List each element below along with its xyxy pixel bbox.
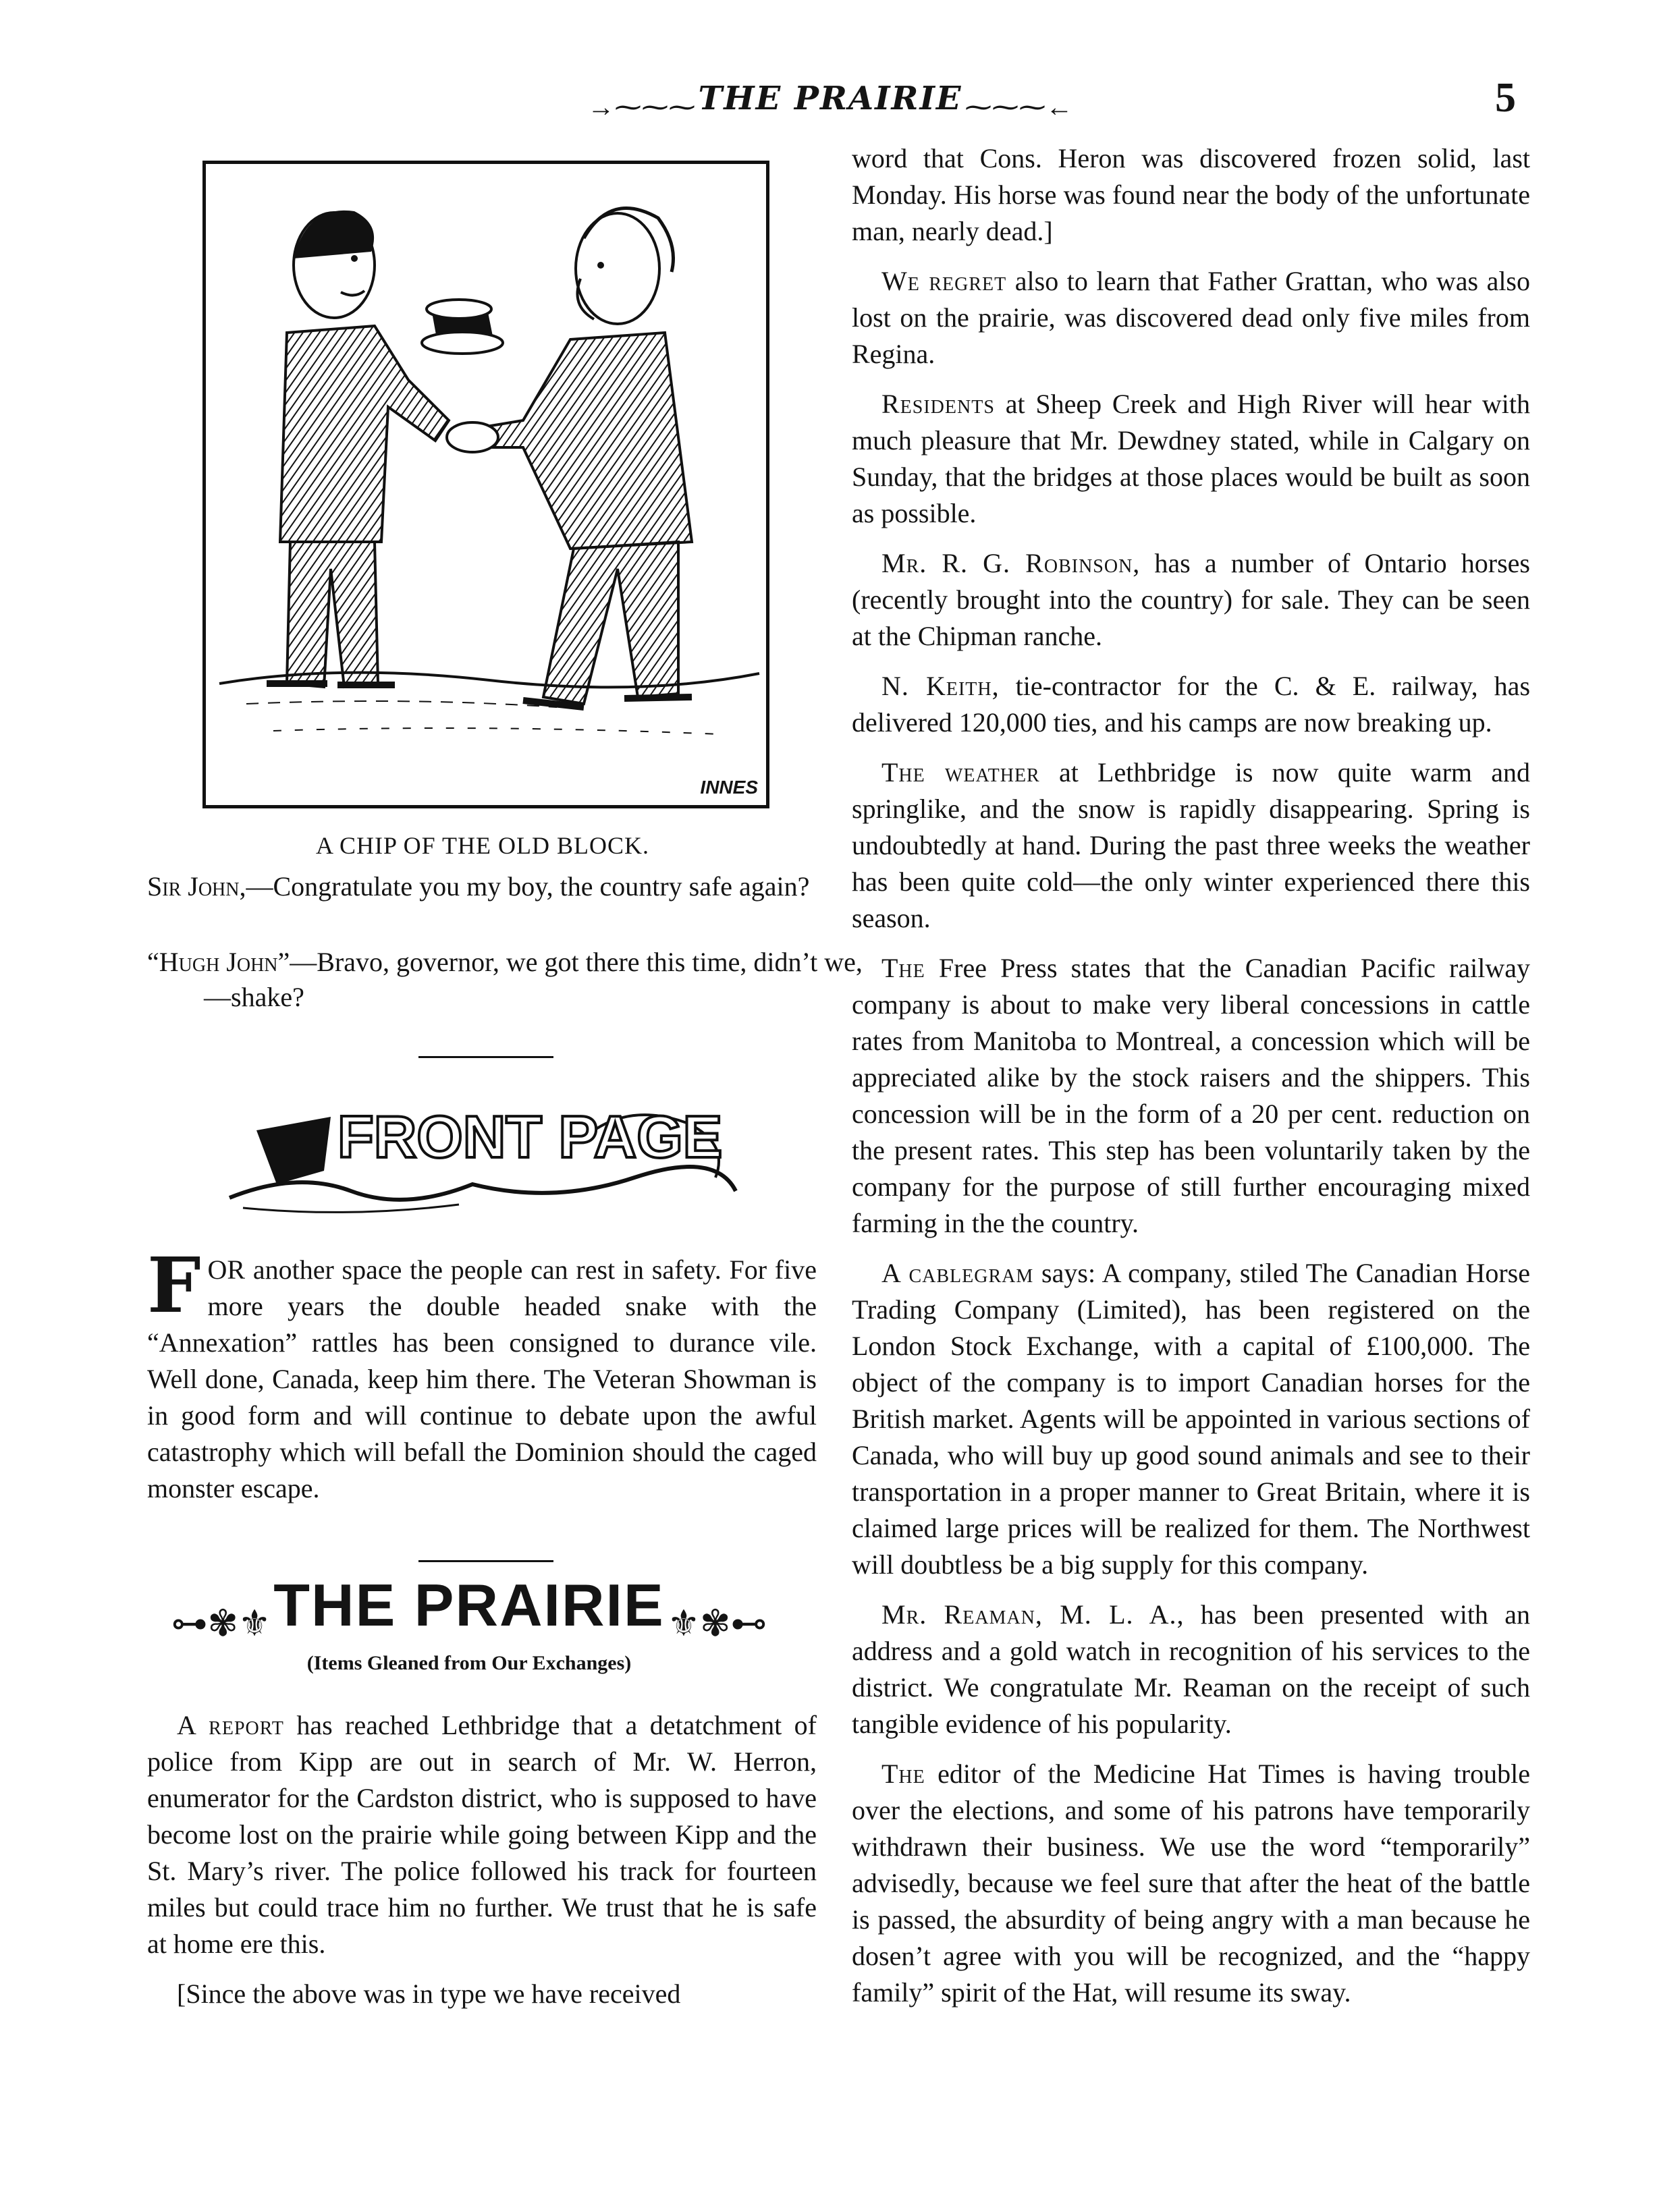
prairie-subtitle: (Items Gleaned from Our Exchanges) — [306, 1652, 632, 1674]
item-text: also to learn that Father Grattan, who was also lost on the prairie, was discovered dead only five miles from Regina. — [852, 266, 1531, 369]
item-lead: A report — [177, 1710, 284, 1740]
item-text: Free Press states that the Canadian Pacific railway company is about to make very liberal concessions in cattle rates from Manitoba to Montreal, a concession which will be appreciated alike by the stock raisers and the shippers. This concession will be in the form of a 20 per cent. reduction on the present rates. This step has been voluntarily taken by the company for the purpose of still further encouraging mixed farming in the the country. — [852, 953, 1530, 1238]
news-item — [852, 386, 1530, 532]
running-head — [526, 80, 1134, 127]
left-column-items — [147, 1707, 817, 2026]
news-item — [852, 950, 1530, 1242]
artist-signature: INNES — [700, 777, 758, 798]
section-divider-2 — [418, 1560, 553, 1562]
news-item — [852, 263, 1530, 372]
item-text: editor of the Medicine Hat Times is having trouble over the elections, and some of his patrons have temporarily withdrawn their business. We use the word “temporarily” advisedly, because we feel sure that after the heat of the battle is passed, the absurdity of being angry with a man because he dosen’t agree with you will be recognized, and the “happy family” spirit of the Hat, will resume its sway. — [852, 1759, 1530, 2008]
dialogue-line-1 — [147, 869, 873, 904]
prairie-heading-title: THE PRAIRIE — [273, 1572, 665, 1638]
cartoon-caption-title: A CHIP OF THE OLD BLOCK. — [315, 832, 650, 859]
news-item — [147, 1707, 817, 1962]
front-page-logo — [216, 1090, 742, 1225]
news-item — [852, 754, 1530, 937]
drop-cap: F — [147, 1242, 201, 1330]
news-item — [147, 1976, 817, 2012]
item-lead: Mr. Reaman, M. L. A., — [881, 1599, 1185, 1630]
prairie-section-heading — [148, 1571, 790, 1645]
item-text: has been presented with an address and a gold watch in recognition of his services to the district. We congratulate Mr. Reaman on the receipt of such tangible evidence of his popularity. — [852, 1599, 1530, 1739]
news-item — [852, 1756, 1530, 2011]
item-text: has reached Lethbridge that a detatchment of police from Kipp are out in search of Mr. W. Herron, enumerator for the Cardston district, who is supposed to have become lost on the prairie while going between Kipp and the St. Mary’s river. The police followed his track for fourteen miles but could trace him no further. We trust that he is safe at home ere this. — [147, 1710, 817, 1959]
item-lead: A cablegram — [881, 1258, 1034, 1288]
item-lead: We regret — [881, 266, 1007, 296]
speaker-sir-john: Sir John, — [147, 871, 246, 902]
speaker-hugh-john: “Hugh John” — [147, 947, 290, 977]
flourish-right-icon: ⁓⁓⁓← — [965, 91, 1073, 122]
running-head-title: THE PRAIRIE — [698, 80, 962, 117]
dialogue-text-1: —Congratulate you my boy, the country safe again? — [246, 871, 810, 902]
item-lead: The — [881, 953, 925, 983]
front-page-article — [147, 1242, 817, 1520]
section-divider — [418, 1056, 553, 1058]
item-text: at Sheep Creek and High River will hear with much pleasure that Mr. Dewdney stated, while in Calgary on Sunday, that the bridges at those places would be built as soon as possible. — [852, 389, 1530, 528]
cartoon-illustration — [202, 161, 769, 808]
item-text: says: A company, stiled The Canadian Horse Trading Company (Limited), has been registered on the London Stock Exchange, with a capital of £100,000. The object of the company is to import Canadian horses for the British market. Agents will be appointed in various sections of Canada, who will buy up good sound animals and see to their transportation in a proper manner to Great Britain, where it is claimed large prices will be realized for them. The Northwest will doubtless be a big supply for this company. — [852, 1258, 1530, 1580]
dialogue-line-2 — [147, 945, 873, 1015]
right-column-items — [852, 140, 1530, 2024]
news-item — [852, 1597, 1530, 1742]
item-lead: The — [881, 1759, 925, 1789]
item-text: has a number of Ontario horses (recently brought into the country) for sale. They can be seen at the Chipman ranche. — [852, 548, 1530, 651]
news-item — [852, 1255, 1530, 1583]
news-item — [852, 140, 1530, 250]
ornament-left-icon: ⊶✾⚜ — [171, 1603, 271, 1644]
page-number: 5 — [1495, 75, 1516, 121]
dialogue-text-2: —Bravo, governor, we got there this time, didn’t we,—shake? — [204, 947, 863, 1012]
item-text: [Since the above was in type we have received — [177, 1979, 681, 2009]
item-text: at Lethbridge is now quite warm and springlike, and the snow is rapidly disappearing. Spring is undoubtedly at hand. During the past three weeks the weather has been quite cold—the only winter experienced there this season. — [852, 757, 1530, 933]
flourish-left-icon: →⁓⁓⁓ — [587, 91, 696, 122]
item-lead: N. Keith, — [881, 671, 1000, 701]
item-lead: Mr. R. G. Robinson, — [881, 548, 1141, 578]
front-page-ornament-icon — [216, 1090, 742, 1225]
item-text: word that Cons. Heron was discovered frozen solid, last Monday. His horse was found near the body of the unfortunate man, nearly dead.] — [852, 143, 1530, 246]
news-item — [852, 668, 1530, 741]
item-lead: The weather — [881, 757, 1040, 787]
front-page-logo-text: FRONT PAGE — [337, 1103, 723, 1170]
front-page-body-text: OR another space the people can rest in safety. For five more years the double headed snake with the “Annexation” rattles has been consigned to durance vile. Well done, Canada, keep him there. The Veteran Showman is in good form and will continue to debate upon the awful catastrophy which will befall the Dominion should the caged monster escape. — [147, 1254, 817, 1503]
news-item — [852, 545, 1530, 655]
item-lead: Residents — [881, 389, 995, 419]
item-text: tie-contractor for the C. & E. railway, has delivered 120,000 ties, and his camps are now breaking up. — [852, 671, 1531, 738]
front-page-paragraph — [147, 1242, 817, 1507]
ornament-right-icon: ⚜✾⊷ — [667, 1603, 767, 1644]
handshake-cartoon-icon — [206, 164, 766, 805]
